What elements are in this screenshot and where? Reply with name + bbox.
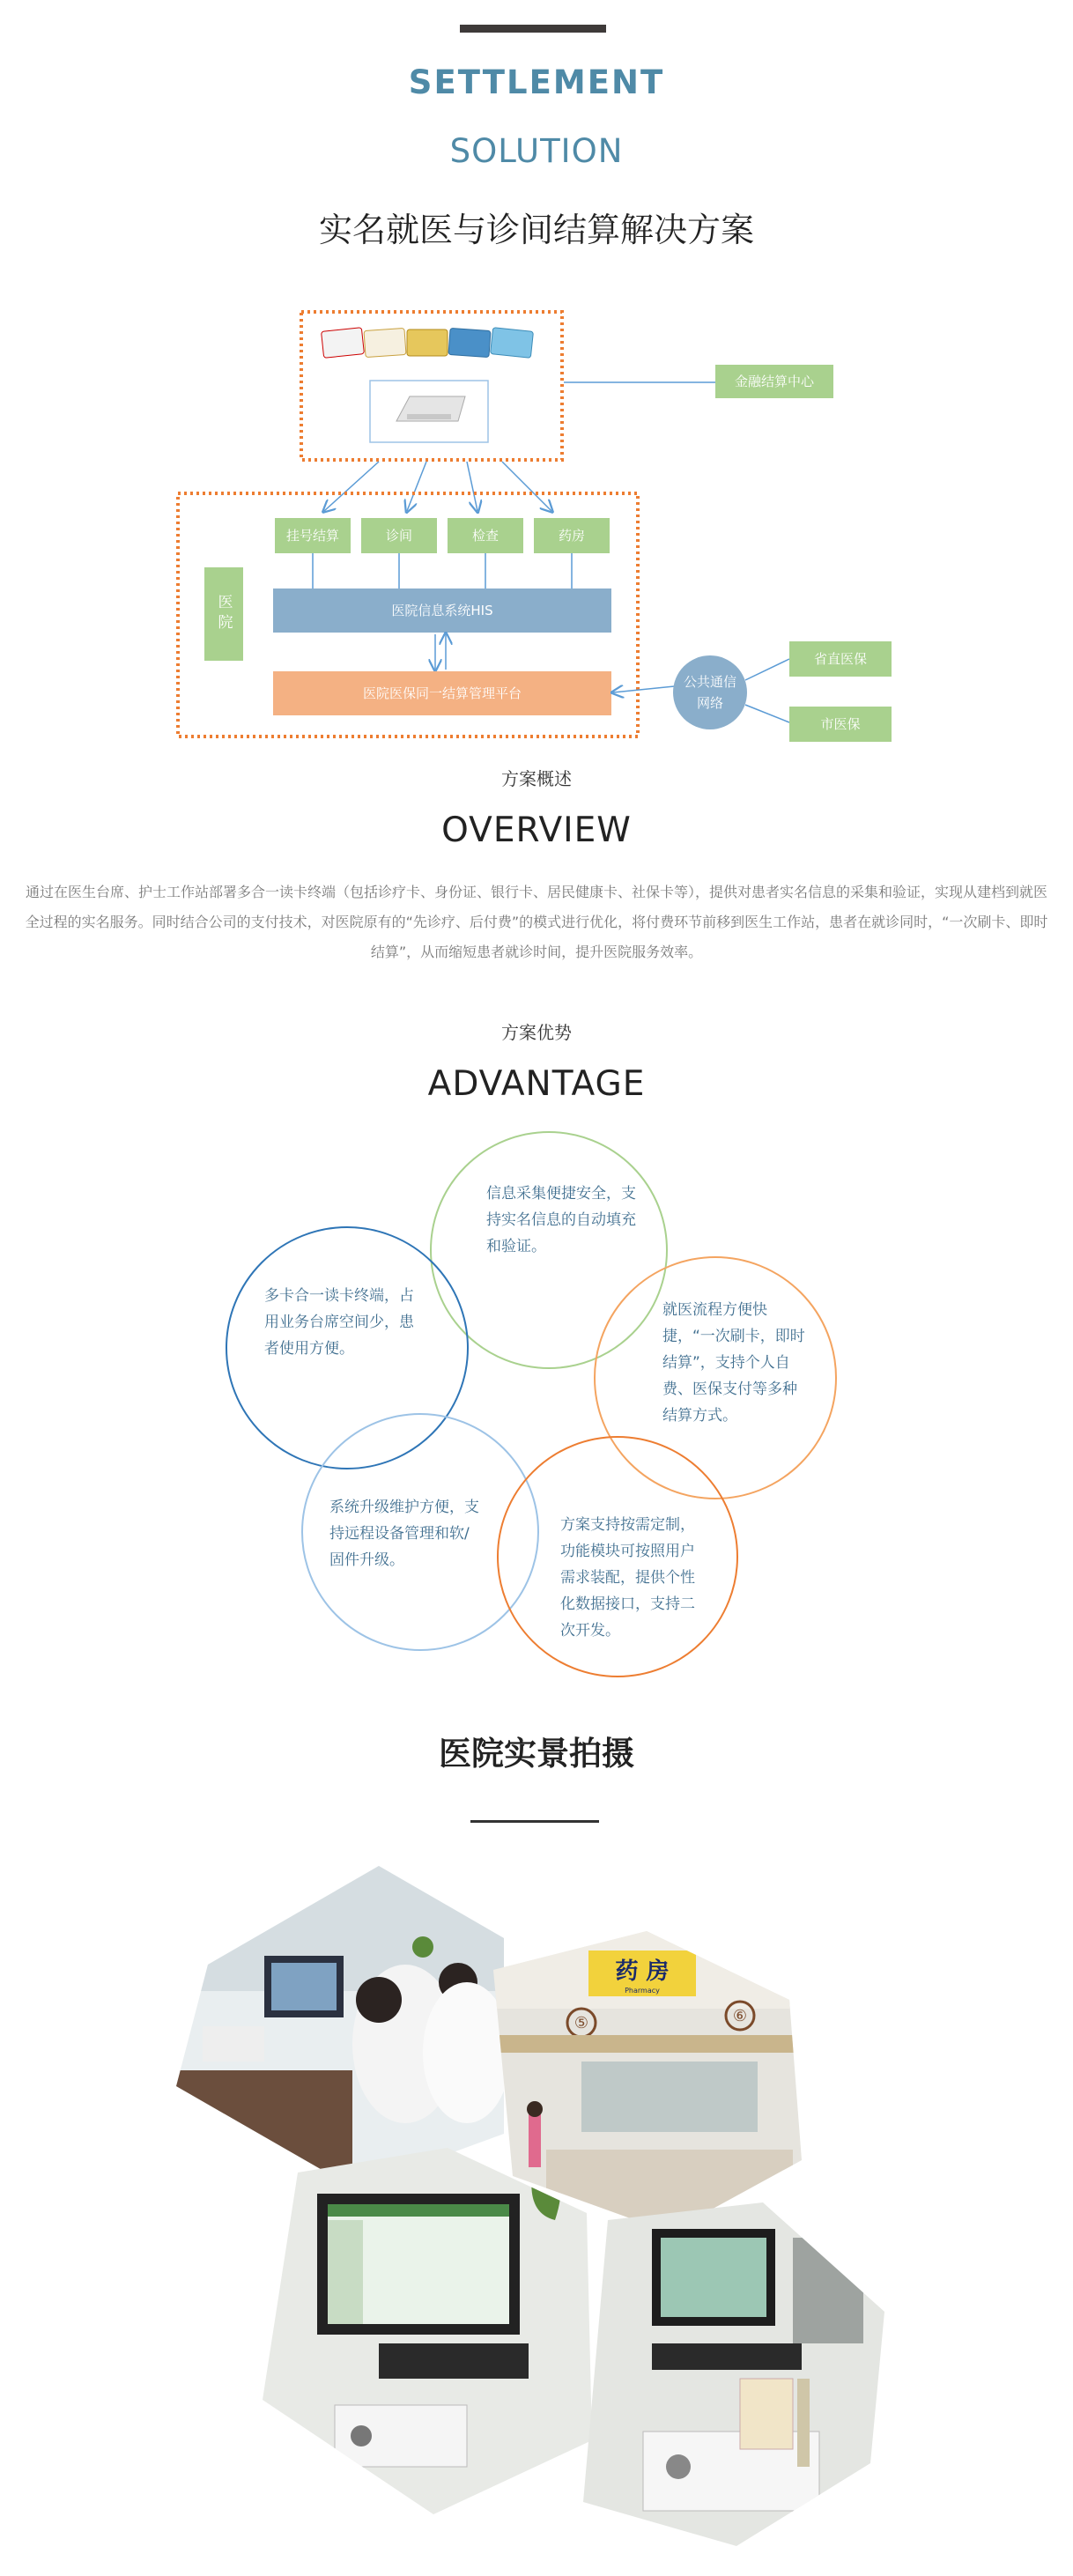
pharmacy-sign-en: Pharmacy — [625, 1987, 660, 1995]
page-title: 实名就医与诊间结算解决方案 — [318, 211, 754, 249]
photos-title-underline — [470, 1820, 599, 1823]
photo-computer-terminal — [255, 2141, 599, 2520]
hospital-label: 医院 — [214, 594, 233, 634]
advantage-label-cn: 方案优势 — [501, 1022, 572, 1043]
his-label: 医院信息系统HIS — [391, 603, 493, 618]
photo-card-reader — [581, 2202, 890, 2555]
advantage-text-4: 系统升级维护方便，支持远程设备管理和软/固件升级。 — [329, 1499, 479, 1569]
hospital-photo-collage — [167, 1854, 899, 2558]
photo-clinic-desk — [167, 1859, 520, 2202]
photos-title: 医院实景拍摄 — [439, 1735, 634, 1773]
network-label: 公共通信网络 — [683, 674, 736, 711]
advantage-text-3: 就医流程方便快捷，“一次刷卡，即时结算”，支持个人自费、医保支付等多种结算方式。 — [662, 1301, 805, 1425]
module-label-registration: 挂号结算 — [285, 528, 339, 544]
overview-paragraph: 通过在医生台席、护士工作站部署多合一读卡终端（包括诊疗卡、身份证、银行卡、居民健康卡、社保卡等），提供对患者实名信息的采集和验证，实现从建档到就医全过程的实名服务。同时结合公司的支付技术，对医院原有的“先诊疗、后付费”的模式进行优化，将付费环节前移到医生工作站，患者在就诊同时，“一次刷卡、即时结算”，从而缩短患者就诊时间，提升医院服务效率。 — [25, 884, 1048, 960]
platform-label: 医院医保同一结算管理平台 — [362, 685, 522, 701]
module-label-pharmacy: 药房 — [558, 528, 585, 544]
finance-center-label: 金融结算中心 — [734, 374, 814, 389]
advantage-text-1: 信息采集便捷安全，支持实名信息的自动填充和验证。 — [486, 1185, 636, 1255]
module-label-exam: 检查 — [471, 528, 499, 544]
top-divider-bar — [460, 25, 606, 33]
cards-icon — [322, 328, 534, 359]
overview-label-cn: 方案概述 — [501, 768, 572, 789]
module-label-consult: 诊间 — [385, 528, 412, 544]
overview-title: OVERVIEW — [441, 811, 632, 850]
window-5-label: ⑤ — [574, 2014, 589, 2032]
pharmacy-sign-text: 药 房 — [615, 1958, 670, 1985]
title-solution: SOLUTION — [449, 132, 624, 170]
window-6-label: ⑥ — [732, 2007, 748, 2025]
title-settlement: SETTLEMENT — [408, 63, 665, 101]
advantage-text-5: 方案支持按需定制，功能模块可按照用户需求装配，提供个性化数据接口，支持二次开发。 — [560, 1516, 695, 1640]
advantage-text-2: 多卡合一读卡终端，占用业务台席空间少，患者使用方便。 — [264, 1287, 414, 1358]
advantage-title: ADVANTAGE — [427, 1064, 646, 1104]
city-insurance-label: 市医保 — [820, 716, 861, 732]
provincial-insurance-label: 省直医保 — [813, 651, 867, 667]
